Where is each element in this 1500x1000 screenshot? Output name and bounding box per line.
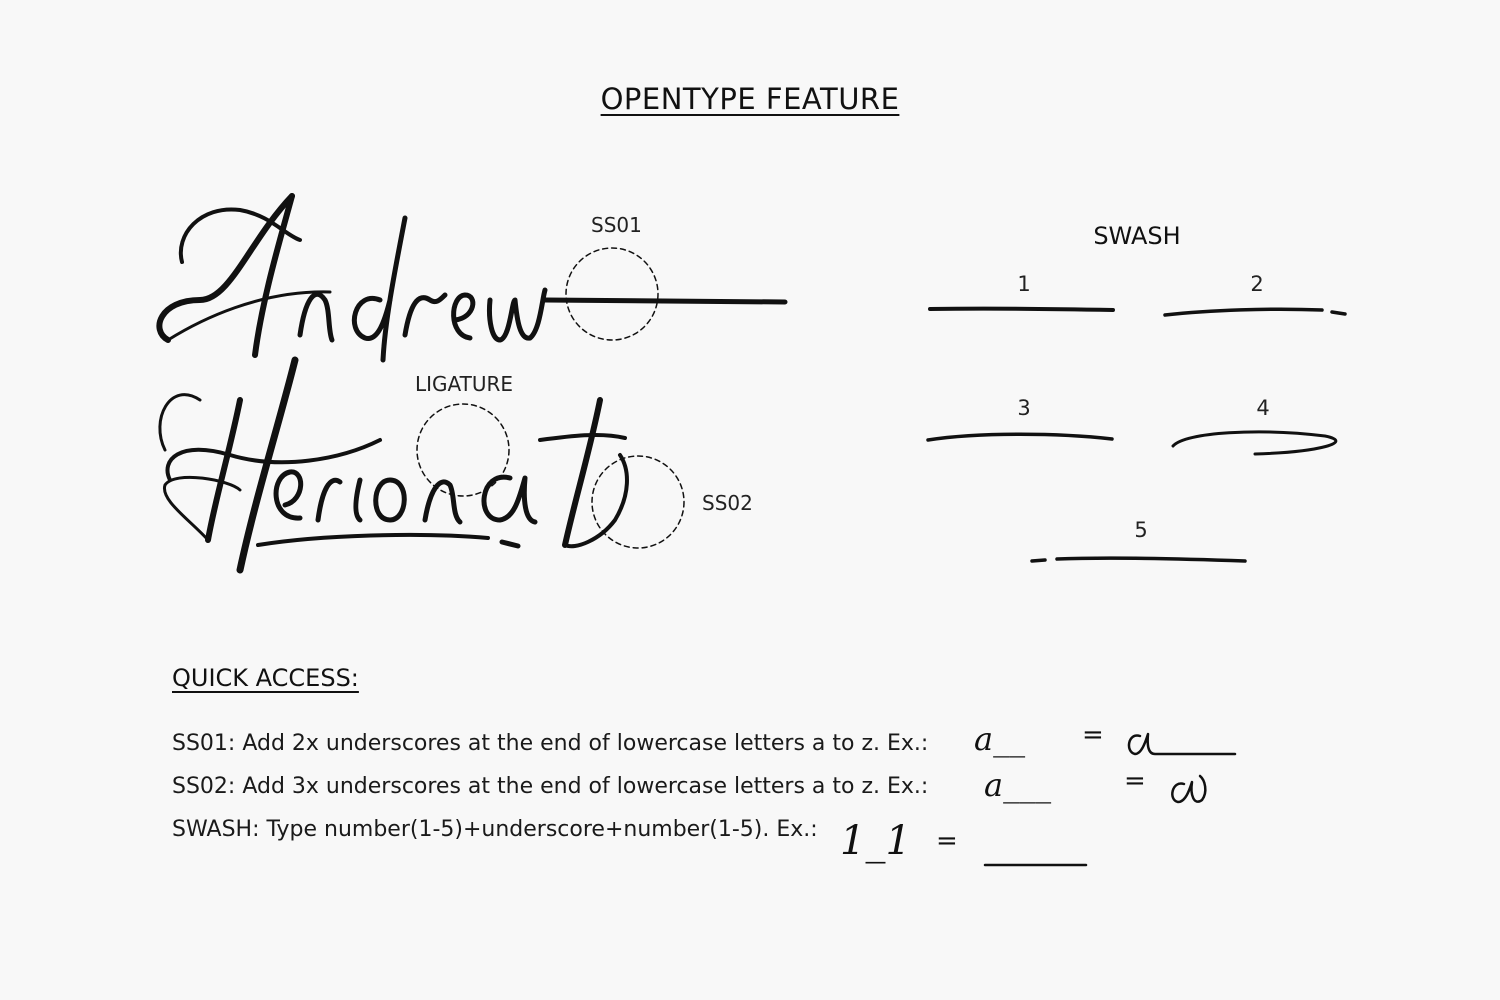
ss01-highlight-circle bbox=[566, 248, 658, 340]
letter-r bbox=[405, 295, 445, 335]
quick-access-heading: QUICK ACCESS: bbox=[172, 664, 359, 692]
letter-r2 bbox=[318, 480, 340, 520]
ss02-highlight-circle bbox=[592, 456, 684, 548]
swash-number-1: 1 bbox=[1017, 272, 1031, 296]
swash-4-stroke bbox=[1173, 432, 1336, 454]
letter-n2 bbox=[425, 482, 460, 522]
swash-number-2: 2 bbox=[1250, 272, 1264, 296]
letter-i bbox=[356, 480, 360, 520]
ss01-label: SS01 bbox=[591, 213, 642, 237]
swash-2-stroke bbox=[1165, 309, 1345, 315]
swash-1-stroke bbox=[930, 309, 1113, 310]
swash-5-stroke bbox=[1032, 558, 1245, 561]
example-ss01-result bbox=[1129, 734, 1235, 754]
swash-number-4: 4 bbox=[1256, 396, 1270, 420]
letter-h-capital bbox=[240, 360, 295, 570]
letter-w bbox=[489, 290, 545, 340]
example-ss02-result bbox=[1172, 776, 1205, 802]
letter-e bbox=[454, 295, 473, 338]
swash-number-5: 5 bbox=[1134, 518, 1148, 542]
ss02-label: SS02 bbox=[702, 491, 753, 515]
example-ss01-equals: = bbox=[1082, 720, 1104, 750]
example-swash-input: 1_1 bbox=[840, 818, 911, 864]
herionato-underline-swash bbox=[258, 535, 488, 545]
ss01-instruction: SS01: Add 2x underscores at the end of lowercase letters a to z. Ex.: bbox=[172, 731, 929, 756]
example-ss01-input: a__ bbox=[974, 720, 1026, 758]
swash-number-3: 3 bbox=[1017, 396, 1031, 420]
swash-title: SWASH bbox=[1093, 222, 1181, 250]
page-title: OPENTYPE FEATURE bbox=[600, 82, 900, 116]
letter-o bbox=[376, 480, 405, 520]
ligature-label: LIGATURE bbox=[415, 372, 514, 396]
example-swash-equals: = bbox=[936, 826, 958, 856]
letter-t bbox=[565, 400, 600, 545]
example-ss02-equals: = bbox=[1124, 766, 1146, 796]
example-ss02-input: a___ bbox=[984, 766, 1052, 804]
letter-n bbox=[300, 294, 332, 340]
ss01-swash-stroke bbox=[545, 300, 785, 302]
swash-3-stroke bbox=[928, 434, 1112, 440]
ligature-highlight-circle bbox=[417, 404, 509, 496]
ss02-instruction: SS02: Add 3x underscores at the end of lowercase letters a to z. Ex.: bbox=[172, 774, 929, 799]
swash-instruction: SWASH: Type number(1-5)+underscore+number(1-5). Ex.: bbox=[172, 817, 818, 842]
letter-d bbox=[354, 218, 405, 360]
letter-a2 bbox=[484, 477, 535, 522]
letter-e2 bbox=[276, 472, 301, 518]
